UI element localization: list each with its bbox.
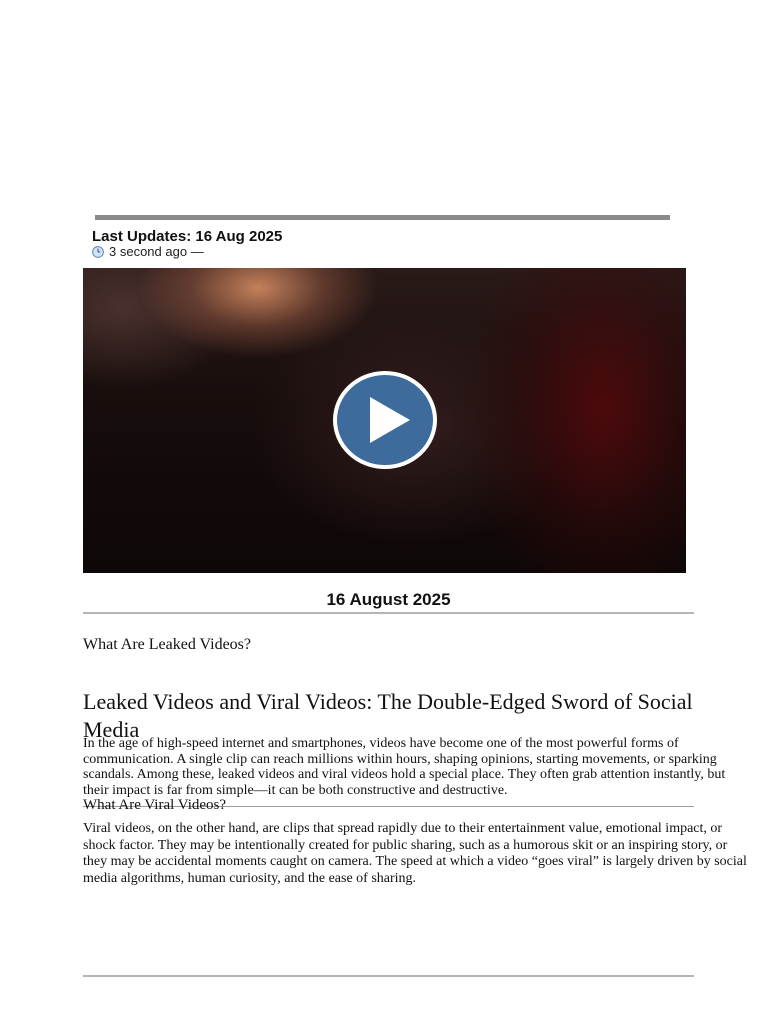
time-ago-text: 3 second ago —	[109, 244, 204, 259]
last-updated-label: Last Updates: 16 Aug 2025	[92, 228, 283, 245]
intro-paragraph: In the age of high-speed internet and smartphones, videos have become one of the most powerful forms of communication. A single clip can reach millions within hours, shaping opinions, starting movements, or sparking scandals. Among these, leaked videos and viral videos hold a special place. They often grab attention instantly, but their impact is far from simple—it can be both constructive and destructive.	[83, 736, 726, 798]
divider	[83, 612, 694, 614]
video-player[interactable]	[83, 268, 686, 573]
viral-videos-question: What Are Viral Videos?	[83, 797, 227, 813]
viral-videos-paragraph: Viral videos, on the other hand, are clips that spread rapidly due to their entertainment value, emotional impact, or shock factor. They may be intentionally created for public sharing, such as a humorous skit or an inspiring story, or they may be accidental moments caught on camera. The speed at which a video “goes viral” is largely driven by social media algorithms, human curiosity, and the ease of sharing.	[83, 821, 747, 886]
clock-icon	[92, 246, 104, 258]
leaked-videos-question: What Are Leaked Videos?	[83, 636, 252, 653]
play-icon[interactable]	[333, 370, 437, 470]
bottom-divider	[83, 975, 694, 977]
top-divider	[95, 215, 670, 220]
article-headline: Leaked Videos and Viral Videos: The Double-Edged Sword of Social Media	[83, 689, 693, 742]
article-date: 16 August 2025	[326, 590, 451, 609]
timestamp-row	[92, 244, 204, 259]
